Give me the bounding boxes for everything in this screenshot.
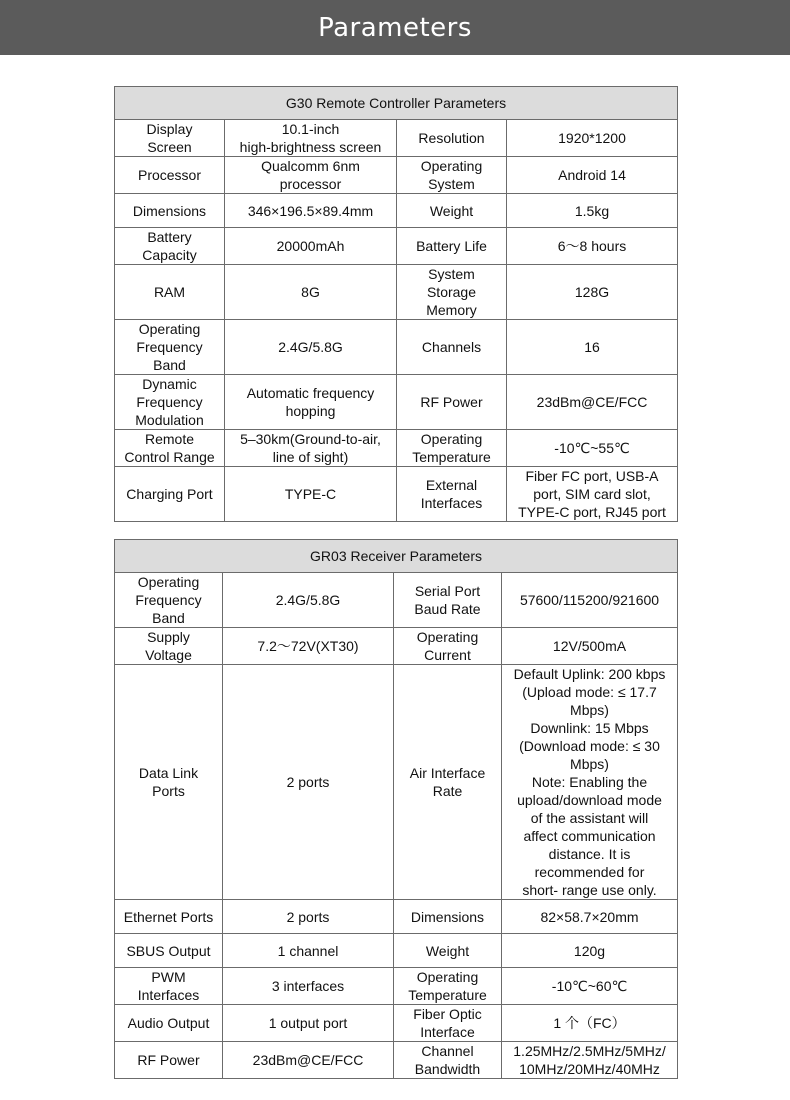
param-value-cell: 1.25MHz/2.5MHz/5MHz/ 10MHz/20MHz/40MHz: [502, 1042, 678, 1079]
param-label-cell: External Interfaces: [397, 467, 507, 522]
param-label-cell: RF Power: [115, 1042, 223, 1079]
table-row: [115, 573, 678, 628]
banner-title: Parameters: [318, 12, 472, 43]
param-label-cell: PWM Interfaces: [115, 968, 223, 1005]
param-label-cell: Processor: [115, 157, 225, 194]
param-value-cell: 1.5kg: [507, 194, 678, 228]
param-label-cell: Weight: [397, 194, 507, 228]
param-label-cell: Operating Frequency Band: [115, 320, 225, 375]
param-label-cell: Operating Current: [394, 628, 502, 665]
param-value-cell: 3 interfaces: [223, 968, 394, 1005]
param-label-cell: Audio Output: [115, 1005, 223, 1042]
param-value-cell: 1920*1200: [507, 120, 678, 157]
param-value-cell: Fiber FC port, USB-A port, SIM card slot, TYPE-C port, RJ45 port: [507, 467, 678, 522]
param-label-cell: Data Link Ports: [115, 665, 223, 900]
param-label-cell: Display Screen: [115, 120, 225, 157]
param-value-cell: 2.4G/5.8G: [223, 573, 394, 628]
param-label-cell: System Storage Memory: [397, 265, 507, 320]
param-value-cell: 120g: [502, 934, 678, 968]
param-value-cell: 2 ports: [223, 665, 394, 900]
param-label-cell: Operating System: [397, 157, 507, 194]
param-value-cell: 5–30km(Ground-to-air, line of sight): [225, 430, 397, 467]
param-value-cell: 12V/500mA: [502, 628, 678, 665]
param-label-cell: Battery Capacity: [115, 228, 225, 265]
param-value-cell: 2.4G/5.8G: [225, 320, 397, 375]
param-label-cell: Dynamic Frequency Modulation: [115, 375, 225, 430]
param-label-cell: Channels: [397, 320, 507, 375]
param-value-cell: 23dBm@CE/FCC: [223, 1042, 394, 1079]
param-value-cell: 128G: [507, 265, 678, 320]
param-value-cell: 1 channel: [223, 934, 394, 968]
table-row: [115, 968, 678, 1005]
param-value-cell: 57600/115200/921600: [502, 573, 678, 628]
param-label-cell: Supply Voltage: [115, 628, 223, 665]
param-value-cell: 10.1-inch high-brightness screen: [225, 120, 397, 157]
param-label-cell: Battery Life: [397, 228, 507, 265]
param-value-cell: -10℃~55℃: [507, 430, 678, 467]
param-value-cell: 1 output port: [223, 1005, 394, 1042]
param-label-cell: Fiber Optic Interface: [394, 1005, 502, 1042]
table-row: [115, 1005, 678, 1042]
table-row: [115, 1042, 678, 1079]
param-value-cell: 82×58.7×20mm: [502, 900, 678, 934]
table-row: [115, 665, 678, 900]
param-value-cell: Qualcomm 6nm processor: [225, 157, 397, 194]
param-label-cell: SBUS Output: [115, 934, 223, 968]
table-row: [115, 628, 678, 665]
param-value-cell: 2 ports: [223, 900, 394, 934]
param-value-cell: 6～8 hours: [507, 228, 678, 265]
param-value-cell: 346×196.5×89.4mm: [225, 194, 397, 228]
param-value-cell: 1 个（FC）: [502, 1005, 678, 1042]
table-row: [115, 375, 678, 430]
param-label-cell: Operating Temperature: [397, 430, 507, 467]
table-row: [115, 228, 678, 265]
param-value-cell: 23dBm@CE/FCC: [507, 375, 678, 430]
param-label-cell: Operating Frequency Band: [115, 573, 223, 628]
table-row: [115, 194, 678, 228]
param-value-cell: Android 14: [507, 157, 678, 194]
param-label-cell: Resolution: [397, 120, 507, 157]
g30-table-title: G30 Remote Controller Parameters: [115, 87, 678, 120]
param-label-cell: RAM: [115, 265, 225, 320]
param-value-cell: 20000mAh: [225, 228, 397, 265]
gr03-parameters-table: [114, 539, 678, 1079]
table-row: [115, 265, 678, 320]
param-value-cell: -10℃~60℃: [502, 968, 678, 1005]
param-value-cell: 8G: [225, 265, 397, 320]
param-value-cell: 16: [507, 320, 678, 375]
param-label-cell: RF Power: [397, 375, 507, 430]
param-value-cell: Default Uplink: 200 kbps (Upload mode: ≤ 17.7 Mbps) Downlink: 15 Mbps (Download mode: ≤ 30 Mbps) Note: Enabling the upload/download mode of the assistant will affect communication distance. It is recommended for short- range use only.: [502, 665, 678, 900]
param-value-cell: 7.2～72V(XT30): [223, 628, 394, 665]
param-value-cell: Automatic frequency hopping: [225, 375, 397, 430]
table-row: [115, 900, 678, 934]
param-label-cell: Charging Port: [115, 467, 225, 522]
param-label-cell: Channel Bandwidth: [394, 1042, 502, 1079]
param-label-cell: Remote Control Range: [115, 430, 225, 467]
param-label-cell: Dimensions: [115, 194, 225, 228]
table-row: [115, 120, 678, 157]
param-label-cell: Dimensions: [394, 900, 502, 934]
param-value-cell: TYPE-C: [225, 467, 397, 522]
param-label-cell: Serial Port Baud Rate: [394, 573, 502, 628]
param-label-cell: Operating Temperature: [394, 968, 502, 1005]
param-label-cell: Weight: [394, 934, 502, 968]
gr03-table-title: GR03 Receiver Parameters: [115, 540, 678, 573]
table-row: [115, 934, 678, 968]
page-banner: [0, 0, 790, 55]
param-label-cell: Ethernet Ports: [115, 900, 223, 934]
table-row: [115, 320, 678, 375]
table-row: [115, 430, 678, 467]
param-label-cell: Air Interface Rate: [394, 665, 502, 900]
g30-parameters-table: [114, 86, 678, 522]
table-row: [115, 157, 678, 194]
table-row: [115, 467, 678, 522]
